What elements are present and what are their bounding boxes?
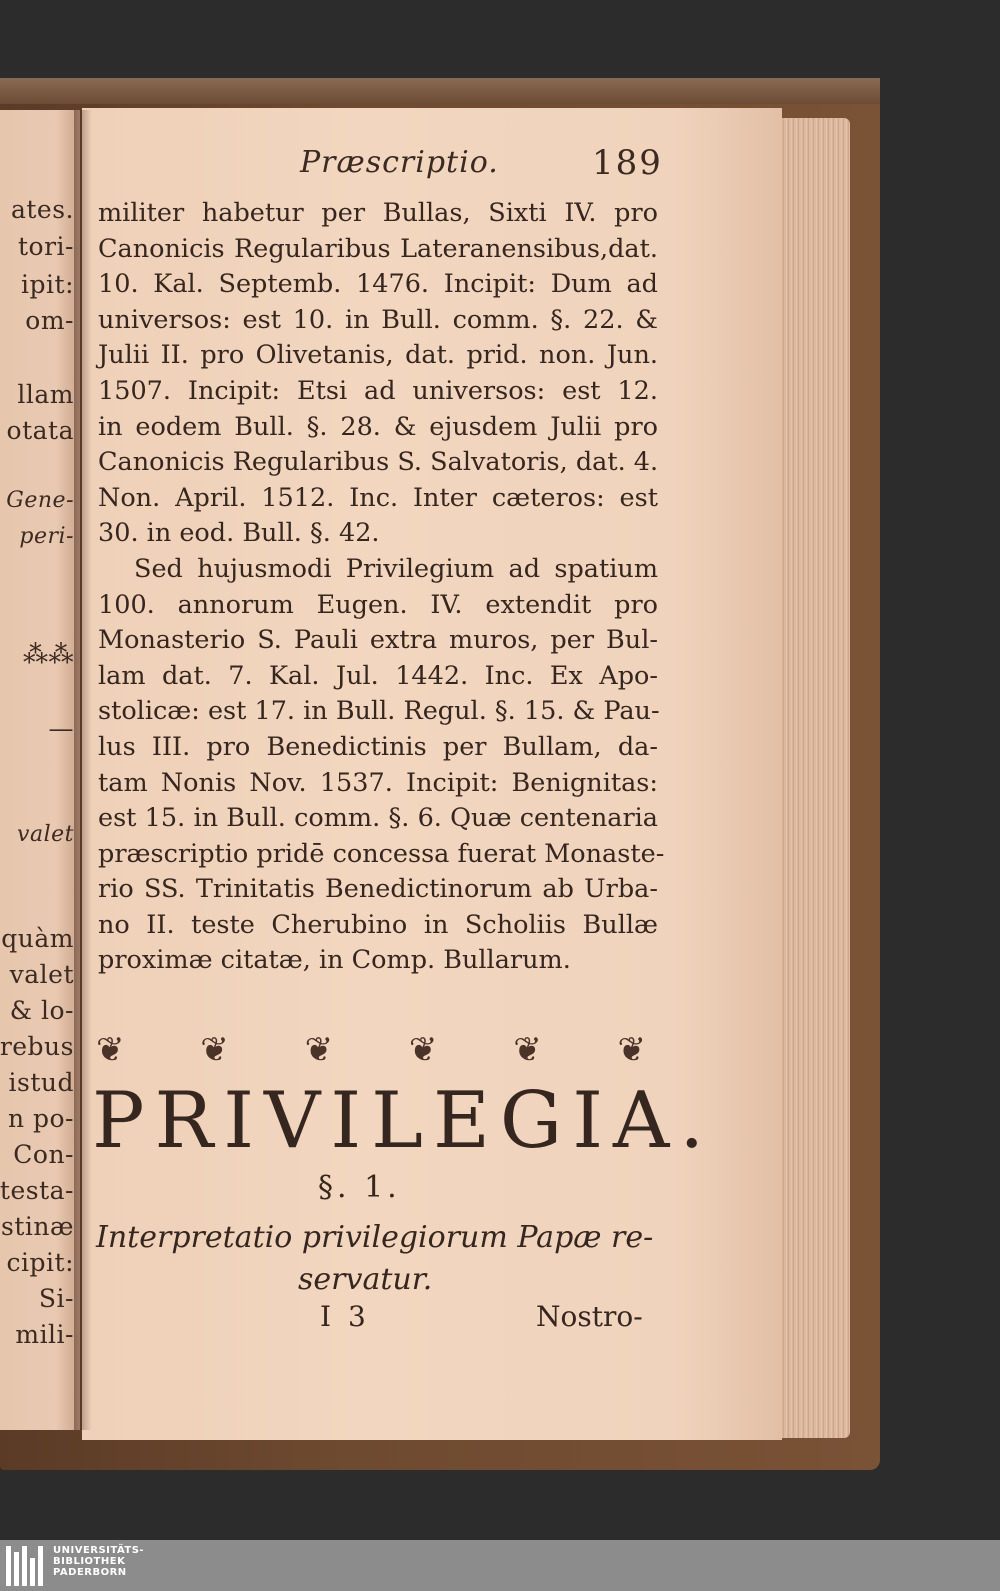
fleuron-ornament: ❦	[304, 1030, 334, 1070]
left-page-text-fragment: Si-	[38, 1284, 74, 1313]
left-page-text-fragment: n po-	[7, 1104, 74, 1133]
left-page-text-fragment: ipit:	[21, 270, 74, 299]
left-page-text-fragment: quàm	[1, 924, 74, 953]
logo-line: UNIVERSITÄTS-	[53, 1545, 145, 1556]
left-page-text-fragment: stinæ	[1, 1212, 74, 1241]
left-page-text-fragment: peri-	[19, 524, 74, 549]
text-line: proximæ citatæ, in Comp. Bullarum.	[98, 945, 571, 976]
left-page-text-fragment: valet	[9, 960, 74, 989]
fleuron-ornament: ❦	[200, 1030, 229, 1070]
text-line: 100. annorum Eugen. IV. extendit pro	[98, 589, 658, 620]
text-line: lus III. pro Benedictinis per Bullam, da-	[98, 731, 658, 762]
left-page-text-fragment: valet	[17, 822, 74, 847]
left-page-text-fragment: Con-	[13, 1140, 74, 1169]
fleuron-ornament: ❦	[617, 1030, 646, 1070]
left-page-text-fragment: & lo-	[9, 996, 74, 1025]
fleuron-ornament: ❦	[96, 1030, 125, 1070]
text-line: stolicæ: est 17. in Bull. Regul. §. 15. & Pau-	[98, 696, 660, 727]
cover-top-edge	[0, 78, 880, 104]
signature-mark: I 3	[320, 1300, 370, 1333]
left-page-text-fragment: ates.	[10, 195, 74, 224]
library-logo-text	[53, 1545, 144, 1578]
left-page-text-fragment: rebus	[0, 1032, 74, 1061]
left-page-text-fragment: testa-	[0, 1176, 74, 1205]
left-page-text-fragment: mili-	[15, 1320, 74, 1349]
fleuron-ornament: ❦	[408, 1030, 438, 1070]
section-number: §. 1.	[318, 1170, 401, 1205]
left-page-text-fragment: Gene-	[6, 488, 74, 513]
text-line: 1507. Incipit: Etsi ad universos: est 12.	[98, 375, 658, 406]
text-line: no II. teste Cherubino in Scholiis Bullæ	[98, 909, 658, 940]
footer-bar	[0, 1540, 1000, 1591]
gutter-shadow	[74, 110, 92, 1430]
text-line: 10. Kal. Septemb. 1476. Incipit: Dum ad	[98, 269, 658, 300]
text-line: in eodem Bull. §. 28. & ejusdem Julii pro	[98, 411, 658, 442]
subheading-line-2: servatur.	[298, 1262, 433, 1297]
subheading-line-1: Interpretatio privilegiorum Papæ re-	[96, 1220, 654, 1255]
text-line: Sed hujusmodi Privilegium ad spatium	[134, 553, 658, 584]
left-page-text-fragment: istud	[8, 1068, 74, 1097]
text-line: militer habetur per Bullas, Sixti IV. pro	[98, 198, 658, 228]
left-page-text-fragment: llam	[17, 380, 74, 409]
text-line: rio SS. Trinitatis Benedictinorum ab Urba-	[98, 874, 658, 905]
page-edges	[770, 118, 850, 1438]
text-line: Canonicis Regularibus S. Salvatoris, dat. 4.	[98, 447, 659, 478]
text-line: præscriptio pridē concessa fuerat Monaste-	[98, 838, 665, 869]
text-line: universos: est 10. in Bull. comm. §. 22. &	[98, 304, 658, 335]
text-line: Monasterio S. Pauli extra muros, per Bul-	[98, 625, 658, 656]
text-line: lam dat. 7. Kal. Jul. 1442. Inc. Ex Apo-	[98, 660, 658, 691]
catchword: Nostro-	[536, 1300, 643, 1333]
left-page-text-fragment: om-	[25, 306, 74, 335]
text-line: tam Nonis Nov. 1537. Incipit: Benignitas:	[98, 767, 658, 798]
text-line: est 15. in Bull. comm. §. 6. Quæ centenaria	[98, 803, 658, 834]
text-line: Julii II. pro Olivetanis, dat. prid. non. Jun.	[98, 340, 658, 371]
ornament-band	[96, 1030, 646, 1070]
text-line: Non. April. 1512. Inc. Inter cæteros: est	[98, 482, 658, 513]
body-text	[98, 196, 665, 979]
left-page-text-fragment: cipit:	[6, 1248, 74, 1277]
section-heading: PRIVILEGIA.	[92, 1076, 715, 1166]
fleuron-ornament: ❦	[513, 1030, 542, 1070]
running-head: Præscriptio.	[300, 145, 499, 180]
logo-line: PADERBORN	[53, 1567, 127, 1578]
text-line: 30. in eod. Bull. §. 42.	[98, 518, 380, 549]
left-page-text-fragment: tori-	[18, 232, 74, 261]
logo-line: BIBLIOTHEK	[53, 1556, 126, 1567]
library-logo-icon	[6, 1546, 43, 1586]
page-number: 189	[592, 143, 663, 183]
left-page-text-fragment: otata	[6, 416, 74, 445]
text-line: Canonicis Regularibus Lateranensibus,dat.	[98, 233, 658, 264]
left-facing-page	[0, 110, 80, 1430]
left-page-text-fragment: ⁂⁂	[23, 640, 74, 669]
left-page-text-fragment: —	[48, 714, 74, 743]
